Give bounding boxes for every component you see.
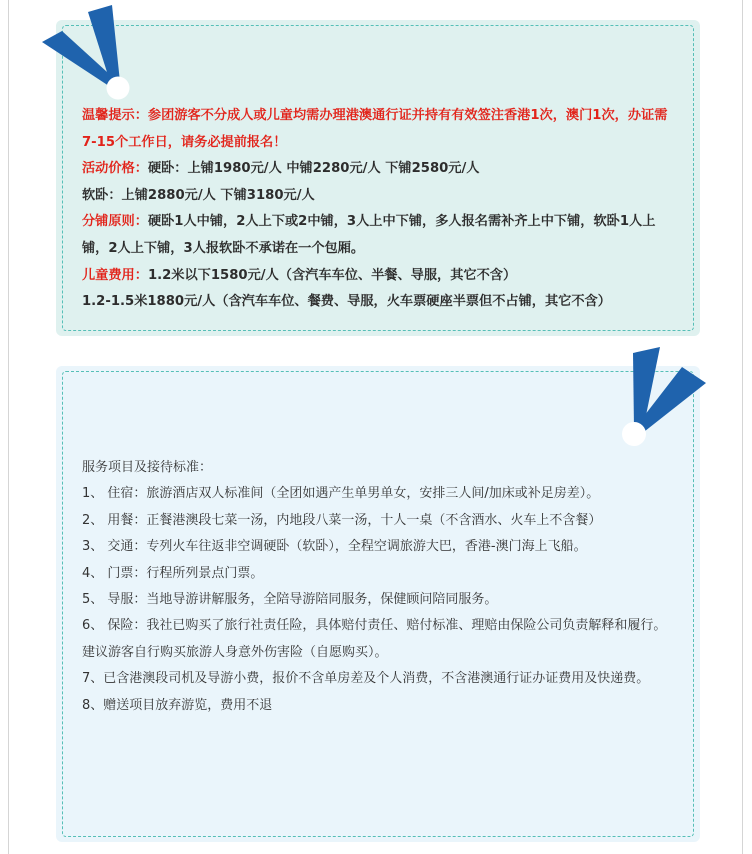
price-hard-berth: 硬卧：上铺1980元/人 中铺2280元/人 下铺2580元/人 xyxy=(147,161,480,177)
service-item: 1、 住宿：旅游酒店双人标准间（全团如遇产生单男单女，安排三人间/加床或补足房差）。 xyxy=(82,486,600,502)
child-fee-text-1: 1.2米以下1580元/人（含汽车车位、半餐、导服，其它不含） xyxy=(147,267,517,283)
service-item: 3、 交通：专列火车往返非空调硬卧（软卧），全程空调旅游大巴，香港-澳门海上飞船。 xyxy=(82,539,587,555)
price-label: 活动价格： xyxy=(82,161,148,177)
right-border-line xyxy=(742,0,743,854)
berth-text: 硬卧1人中铺，2人上下或2中铺，3人上中下铺，多人报名需补齐上中下铺，软卧1人上铺，2人上下铺，3人报软卧不承诺在一个包厢。 xyxy=(82,214,656,256)
service-item: 7、已含港澳段司机及导游小费，报价不含单房差及个人消费，不含港澳通行证办证费用及快递费。 xyxy=(82,671,650,687)
service-item: 4、 门票：行程所列景点门票。 xyxy=(82,565,264,581)
berth-rule xyxy=(82,209,672,262)
service-item: 建议游客自行购买旅游人身意外伤害险（自愿购买）。 xyxy=(82,644,388,660)
child-fee-text-2: 1.2-1.5米1880元/人（含汽车车位、餐费、导服，火车票硬座半票但不占铺，其它不含） xyxy=(82,294,611,310)
registration-warning: 温馨提示：参团游客不分成人或儿童均需办理港澳通行证并持有有效签注香港1次，澳门1次，办证需7-15个工作日，请务必提前报名！ xyxy=(82,108,668,150)
service-item: 2、 用餐：正餐港澳段七菜一汤，内地段八菜一汤，十人一桌（不含酒水、火车上不含餐） xyxy=(82,512,602,528)
service-item: 6、 保险：我社已购买了旅行社责任险，具体赔付责任、赔付标准、理赔由保险公司负责解释和履行。 xyxy=(82,618,667,634)
pushpin-icon xyxy=(610,345,710,450)
tips-text xyxy=(82,103,672,316)
price-line-hard xyxy=(82,156,672,183)
left-border-line xyxy=(8,0,9,854)
service-text xyxy=(82,455,672,719)
service-item: 8、赠送项目放弃游览，费用不退 xyxy=(82,697,273,713)
berth-label: 分铺原则： xyxy=(82,214,148,230)
pushpin-icon xyxy=(40,2,135,104)
child-label: 儿童费用： xyxy=(82,267,148,283)
child-fee-line-1 xyxy=(82,263,672,290)
service-item: 5、 导服：当地导游讲解服务，全陪导游陪同服务，保健顾问陪同服务。 xyxy=(82,592,498,608)
price-soft-berth: 软卧：上铺2880元/人 下铺3180元/人 xyxy=(82,187,315,203)
service-title: 服务项目及接待标准： xyxy=(82,460,213,475)
